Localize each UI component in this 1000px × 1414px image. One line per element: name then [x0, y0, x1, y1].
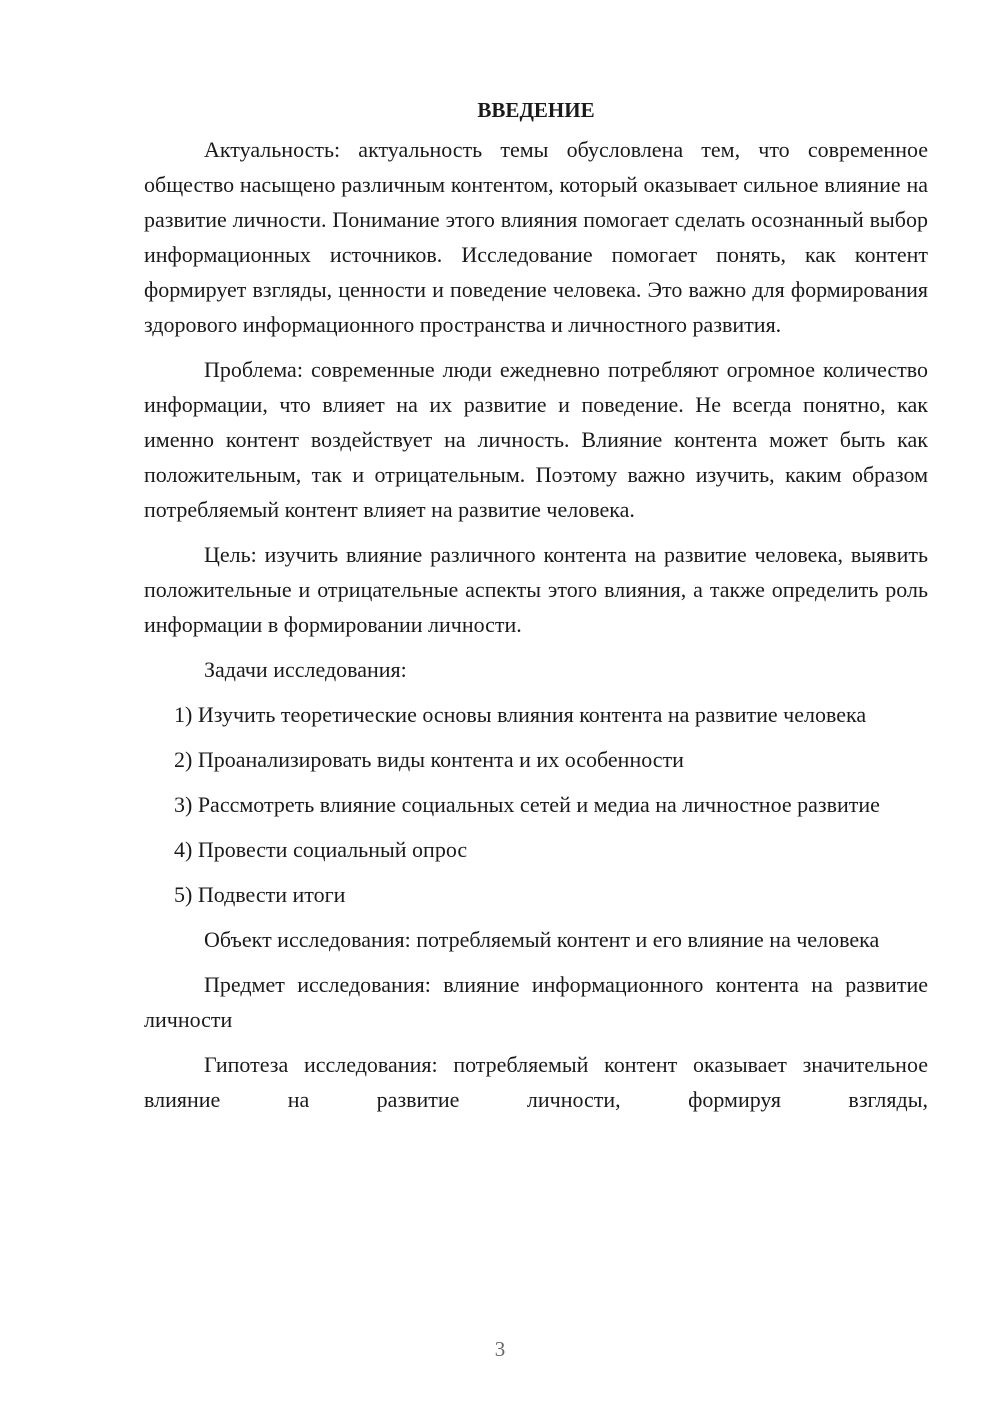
task-item-2: 2) Проанализировать виды контента и их особенности: [174, 747, 684, 772]
page-number: 3: [494, 1337, 506, 1361]
task-item-3: 3) Рассмотреть влияние социальных сетей и медиа на личностное развитие: [174, 792, 880, 817]
goal-paragraph: Цель: изучить влияние различного контента на развитие человека, выявить положительные и отрицательные аспекты этого влияния, а также определить роль информации в формировании личности.: [144, 542, 928, 637]
task-item-4: 4) Провести социальный опрос: [174, 837, 468, 862]
task-item-5: 5) Подвести итоги: [174, 882, 346, 907]
research-object-paragraph: Объект исследования: потребляемый контент и его влияние на человека: [204, 927, 880, 952]
section-title: ВВЕДЕНИЕ: [477, 98, 595, 122]
relevance-paragraph: Актуальность: актуальность темы обусловлена тем, что современное общество насыщено различным контентом, который оказывает сильное влияние на развитие личности. Понимание этого влияния помогает сделать осознанный выбор информационных источников. Исследование помогает понять, как контент формирует взгляды, ценности и поведение человека. Это важно для формирования здорового информационного пространства и личностного развития.: [144, 137, 928, 337]
page-content: [144, 93, 928, 1117]
problem-paragraph: Проблема: современные люди ежедневно потребляют огромное количество информации, что влияет на их развитие и поведение. Не всегда понятно, как именно контент воздействует на личность. Влияние контента может быть как положительным, так и отрицательным. Поэтому важно изучить, каким образом потребляемый контент влияет на развитие человека.: [144, 357, 928, 522]
task-item-1: 1) Изучить теоретические основы влияния контента на развитие человека: [174, 702, 867, 727]
tasks-heading: Задачи исследования:: [204, 657, 407, 682]
hypothesis-paragraph: Гипотеза исследования: потребляемый контент оказывает значительное влияние на развитие личности, формируя взгляды,: [144, 1052, 928, 1112]
research-subject-paragraph: Предмет исследования: влияние информационного контента на развитие личности: [144, 972, 928, 1032]
